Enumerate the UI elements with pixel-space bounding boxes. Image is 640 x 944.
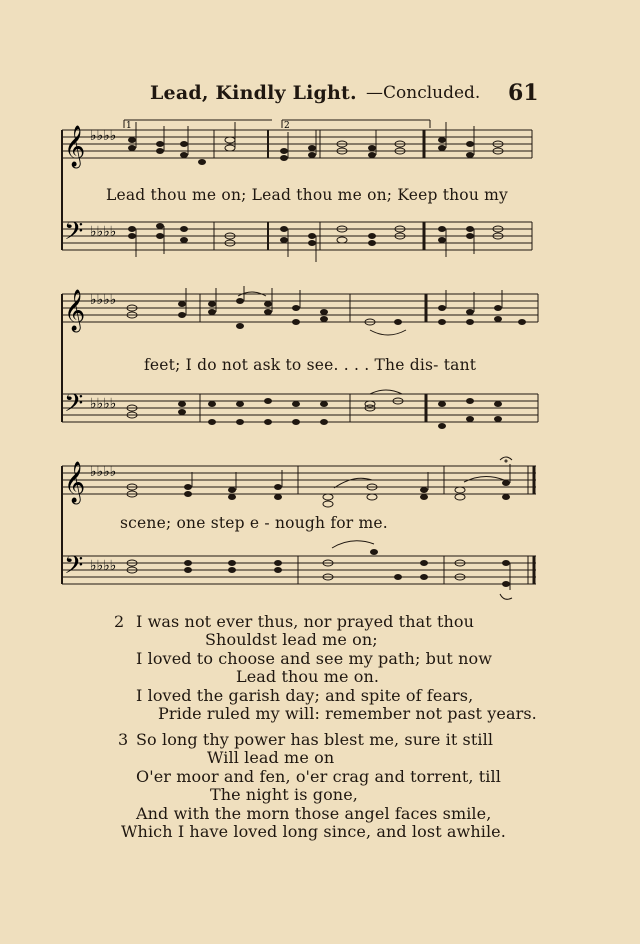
verse-2-line-6: Pride ruled my will: remember not past years. (158, 704, 537, 723)
verse-2-line-1: I was not ever thus, nor prayed that thou (136, 612, 475, 631)
music-system-1 (52, 112, 542, 276)
svg-text:𝄢: 𝄢 (64, 389, 84, 424)
svg-text:♭♭♭♭: ♭♭♭♭ (90, 558, 117, 574)
staff-system-3-notation (52, 452, 542, 612)
verse-3-line-4: The night is gone, (210, 785, 358, 804)
lyrics-line-1: Lead thou me on; Lead thou me on; Keep thou my (106, 186, 509, 204)
hymn-title: Lead, Kindly Light. (150, 82, 357, 104)
lyrics-line-2: feet; I do not ask to see. . . . The dis- tant (144, 356, 477, 374)
svg-text:𝄞: 𝄞 (64, 126, 86, 167)
verse-3-line-5: And with the morn those angel faces smile, (136, 804, 492, 823)
svg-text:♭♭♭♭: ♭♭♭♭ (90, 396, 117, 412)
verse-2-line-4: Lead thou me on. (236, 667, 380, 686)
svg-text:𝄞: 𝄞 (64, 290, 86, 331)
verse-3-line-3: O'er moor and fen, o'er crag and torrent, till (136, 767, 501, 786)
page-number: 61 (508, 80, 539, 106)
verse-3-line-6: Which I have loved long since, and lost awhile. (121, 822, 506, 841)
music-system-3 (52, 452, 542, 616)
svg-text:1: 1 (126, 121, 132, 131)
music-system-2 (52, 282, 542, 446)
lyrics-line-3: scene; one step e - nough for me. (120, 514, 388, 532)
verse-2-line-5: I loved the garish day; and spite of fears, (136, 686, 474, 705)
hymn-subtitle: —Concluded. (366, 83, 481, 103)
svg-text:♭♭♭♭: ♭♭♭♭ (90, 292, 117, 308)
page-header (0, 80, 640, 110)
verse-number-3: 3 (118, 730, 129, 749)
verse-2-line-3: I loved to choose and see my path; but now (136, 649, 493, 668)
svg-text:♭♭♭♭: ♭♭♭♭ (90, 224, 117, 240)
svg-text:𝄞: 𝄞 (64, 462, 86, 503)
verse-3-line-2: Will lead me on (207, 748, 335, 767)
verse-3-line-1: So long thy power has blest me, sure it still (136, 730, 494, 749)
verse-2-line-2: Shouldst lead me on; (205, 630, 378, 649)
svg-text:𝄢: 𝄢 (64, 217, 84, 252)
svg-text:𝄢: 𝄢 (64, 551, 84, 586)
svg-text:♭♭♭♭: ♭♭♭♭ (90, 128, 117, 144)
svg-text:2: 2 (284, 121, 290, 131)
verse-number-2: 2 (114, 612, 125, 631)
svg-text:♭♭♭♭: ♭♭♭♭ (90, 464, 117, 480)
